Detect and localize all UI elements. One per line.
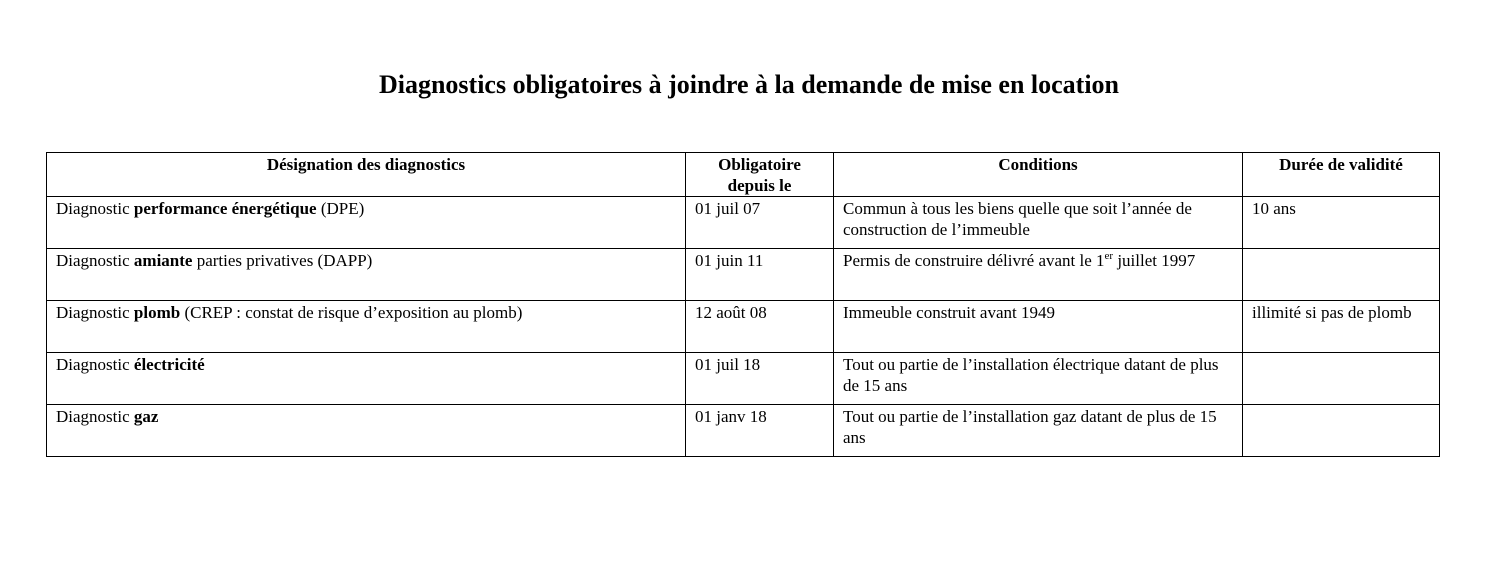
diagnostics-table: [46, 152, 1440, 457]
header-designation: Désignation des diagnostics: [47, 153, 686, 197]
conditions-text: Tout ou partie de l’installation gaz datant de plus de 15 ans: [843, 407, 1217, 447]
duree-cell: [1243, 249, 1440, 301]
conditions-text: Permis de construire délivré avant le 1: [843, 251, 1105, 270]
designation-prefix: Diagnostic: [56, 199, 134, 218]
designation-cell: [47, 301, 686, 353]
designation-prefix: Diagnostic: [56, 303, 134, 322]
duree-cell: 10 ans: [1243, 197, 1440, 249]
designation-suffix: (CREP : constat de risque d’exposition au plomb): [180, 303, 523, 322]
designation-suffix: (DPE): [316, 199, 365, 218]
header-obligatoire: [686, 153, 834, 197]
conditions-text: Commun à tous les biens quelle que soit l’année de construction de l’immeuble: [843, 199, 1192, 239]
conditions-sup: er: [1104, 250, 1114, 262]
designation-name: performance énergétique: [133, 199, 317, 218]
date-cell: 12 août 08: [686, 301, 834, 353]
document-title: Diagnostics obligatoires à joindre à la demande de mise en location: [378, 70, 1120, 99]
date-cell: 01 juil 07: [686, 197, 834, 249]
header-obligatoire-line2: depuis le: [727, 176, 792, 195]
conditions-cell: [834, 353, 1243, 405]
designation-cell: [47, 405, 686, 457]
date-cell: 01 juin 11: [686, 249, 834, 301]
designation-cell: [47, 249, 686, 301]
conditions-text: Tout ou partie de l’installation électrique datant de plus de 15 ans: [843, 355, 1219, 395]
designation-prefix: Diagnostic: [56, 407, 134, 426]
header-duree: Durée de validité: [1243, 153, 1440, 197]
header-conditions: Conditions: [834, 153, 1243, 197]
duree-cell: [1243, 405, 1440, 457]
header-obligatoire-line1: Obligatoire: [718, 155, 801, 174]
table-row-electricite: [47, 353, 1440, 405]
designation-suffix: parties privatives (DAPP): [192, 251, 373, 270]
designation-name: électricité: [133, 355, 205, 374]
conditions-cell: [834, 249, 1243, 301]
date-cell: 01 janv 18: [686, 405, 834, 457]
designation-cell: [47, 353, 686, 405]
conditions-cell: [834, 197, 1243, 249]
date-cell: 01 juil 18: [686, 353, 834, 405]
table-row-amiante: [47, 249, 1440, 301]
designation-name: plomb: [133, 303, 181, 322]
conditions-cell: [834, 301, 1243, 353]
duree-cell: illimité si pas de plomb: [1243, 301, 1440, 353]
table-header-row: [47, 153, 1440, 197]
conditions-text: Immeuble construit avant 1949: [843, 303, 1055, 322]
conditions-cell: [834, 405, 1243, 457]
designation-name: amiante: [133, 251, 193, 270]
table-row-gaz: [47, 405, 1440, 457]
designation-prefix: Diagnostic: [56, 251, 134, 270]
table-row-plomb: [47, 301, 1440, 353]
conditions-tail: juillet 1997: [1113, 251, 1196, 270]
duree-cell: [1243, 353, 1440, 405]
designation-prefix: Diagnostic: [56, 355, 134, 374]
designation-name: gaz: [133, 407, 159, 426]
designation-cell: [47, 197, 686, 249]
table-row-dpe: [47, 197, 1440, 249]
